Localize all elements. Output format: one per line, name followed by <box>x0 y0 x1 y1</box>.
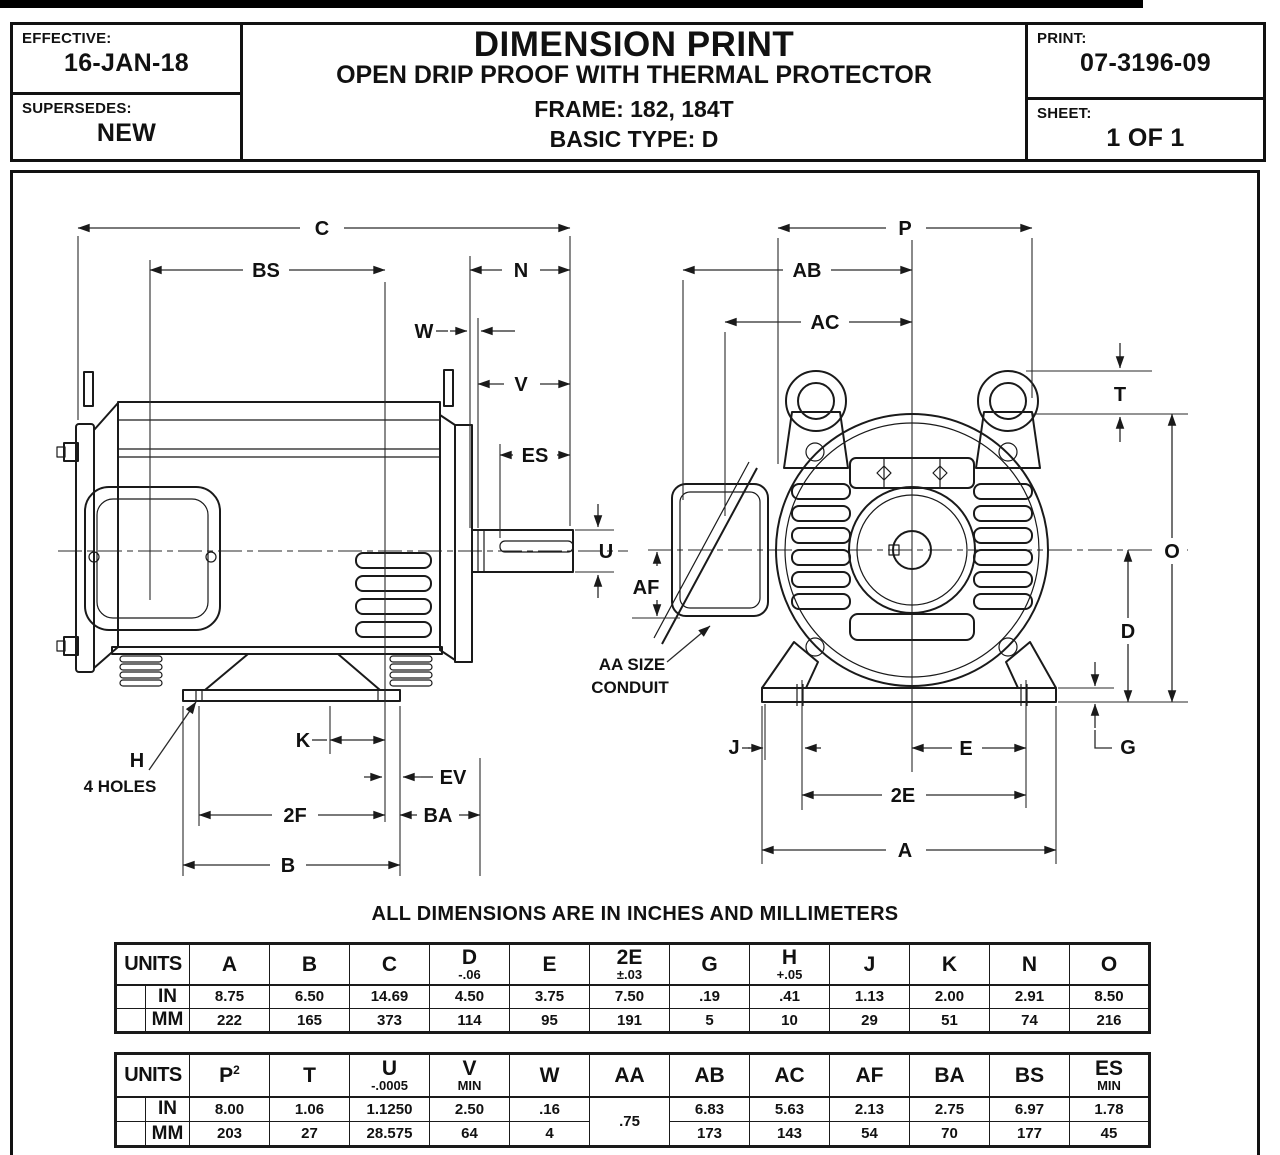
page-title: DIMENSION PRINT <box>473 25 795 64</box>
dim-label-ab: AB <box>792 260 822 282</box>
t1-mm-value: 165 <box>270 1009 350 1033</box>
t1-col-label: E <box>542 952 557 976</box>
dim-label-af: AF <box>632 577 660 599</box>
t1-in-value: 8.75 <box>190 985 270 1009</box>
dim-label-bs: BS <box>252 260 280 282</box>
conduit-label: CONDUIT <box>591 678 669 697</box>
t2-col-header <box>510 1054 590 1097</box>
dim-label-u: U <box>598 541 614 563</box>
t2-mm-value: 70 <box>910 1122 990 1147</box>
t2-mm-value: 4 <box>510 1122 590 1147</box>
sheet-cell <box>1028 100 1263 159</box>
t2-col-header <box>1070 1054 1150 1097</box>
title-block-right <box>1025 25 1263 159</box>
t2-in-value: 2.13 <box>830 1097 910 1122</box>
t1-col-header <box>1070 944 1150 985</box>
t1-col-header <box>990 944 1070 985</box>
t1-col-header <box>910 944 990 985</box>
dim-label-n: N <box>513 260 529 282</box>
supersedes-value: NEW <box>96 119 157 147</box>
t1-in-value: 4.50 <box>430 985 510 1009</box>
t2-mm-value: 173 <box>670 1122 750 1147</box>
t1-col-label: G <box>701 952 718 976</box>
dim-label-es: ES <box>521 445 549 467</box>
t1-in-label: IN <box>146 985 190 1009</box>
t1-mm-value: 222 <box>190 1009 270 1033</box>
supersedes-label: SUPERSEDES: <box>22 100 132 117</box>
top-black-bar <box>0 0 1143 8</box>
t1-col-label: K <box>941 952 958 976</box>
dim-label-a: A <box>897 840 913 862</box>
t2-col-label: AC <box>774 1063 805 1087</box>
t2-in-value: 1.78 <box>1070 1097 1150 1122</box>
t2-mm-value: 54 <box>830 1122 910 1147</box>
t2-mm-value: 203 <box>190 1122 270 1147</box>
dim-label-w: W <box>414 321 434 343</box>
dim-label-h: H <box>129 750 145 772</box>
t2-col-header <box>910 1054 990 1097</box>
dim-label-d: D <box>1120 621 1136 643</box>
dim-label-v: V <box>514 374 528 396</box>
t1-mm-value: 74 <box>990 1009 1070 1033</box>
front-view-dimensions <box>591 217 1188 864</box>
t2-col-label: T <box>303 1063 316 1087</box>
t1-mm-value: 95 <box>510 1009 590 1033</box>
dim-label-ba: BA <box>423 805 453 827</box>
t2-col-header <box>270 1054 350 1097</box>
t2-col-label: BA <box>934 1063 965 1087</box>
t2-col-header <box>430 1054 510 1097</box>
t1-mm-value: 114 <box>430 1009 510 1033</box>
t2-in-value: 8.00 <box>190 1097 270 1122</box>
t2-col-label: ES <box>1094 1056 1123 1080</box>
t2-in-value: 6.83 <box>670 1097 750 1122</box>
t2-col-label: AA <box>614 1063 645 1087</box>
sheet-label: SHEET: <box>1037 105 1092 122</box>
t2-col-sup: 2 <box>233 1063 240 1078</box>
t2-col-tol: MIN <box>1097 1077 1121 1093</box>
t2-units-header: UNITS <box>116 1054 190 1097</box>
basic-type-spec: BASIC TYPE: D <box>549 125 719 152</box>
t1-mm-label: MM <box>146 1009 190 1033</box>
dim-label-o: O <box>1164 541 1180 563</box>
dim-label-b: B <box>280 855 296 877</box>
t2-aa-merged-value: .75 <box>590 1097 670 1147</box>
t2-col-header <box>750 1054 830 1097</box>
t2-col-label: P <box>219 1064 234 1088</box>
dim-label-ac: AC <box>810 312 840 334</box>
t1-mm-value: 373 <box>350 1009 430 1033</box>
dimension-table-1 <box>114 942 1151 1034</box>
t1-mm-value: 29 <box>830 1009 910 1033</box>
t1-in-value: 2.91 <box>990 985 1070 1009</box>
dim-label-k: K <box>295 730 311 752</box>
dim-label-t: T <box>1113 384 1127 406</box>
page-subtitle: OPEN DRIP PROOF WITH THERMAL PROTECTOR <box>336 61 932 89</box>
t1-col-header <box>590 944 670 985</box>
t2-col-header <box>190 1054 270 1097</box>
t1-in-value: 2.00 <box>910 985 990 1009</box>
side-view-dimensions <box>78 217 614 877</box>
t2-in-label: IN <box>146 1097 190 1122</box>
front-view <box>648 240 1188 772</box>
dim-label-2e: 2E <box>890 785 916 807</box>
t1-col-label: N <box>1021 952 1038 976</box>
t2-col-header <box>590 1054 670 1097</box>
t2-col-label: V <box>462 1056 477 1080</box>
t2-mm-value: 27 <box>270 1122 350 1147</box>
t2-mm-value: 28.575 <box>350 1122 430 1147</box>
t1-col-label: J <box>863 952 876 976</box>
t1-col-label: H <box>781 945 798 969</box>
t1-mm-value: 10 <box>750 1009 830 1033</box>
print-value: 07-3196-09 <box>1080 49 1211 77</box>
t2-col-label: W <box>539 1063 560 1087</box>
t2-col-label: AF <box>855 1063 884 1087</box>
t1-units-header: UNITS <box>116 944 190 985</box>
t2-spacer <box>116 1097 146 1122</box>
t1-col-tol: ±.03 <box>616 966 643 982</box>
t1-col-tol: +.05 <box>776 966 803 982</box>
t1-mm-value: 51 <box>910 1009 990 1033</box>
t1-col-header <box>350 944 430 985</box>
t1-col-label: 2E <box>616 945 643 969</box>
t1-col-label: A <box>221 952 238 976</box>
t1-mm-value: 216 <box>1070 1009 1150 1033</box>
dim-label-ev: EV <box>439 767 467 789</box>
dim-label-2f: 2F <box>283 805 307 827</box>
t2-col-label: BS <box>1014 1063 1045 1087</box>
t2-mm-value: 45 <box>1070 1122 1150 1147</box>
t1-in-value: .19 <box>670 985 750 1009</box>
t2-in-value: 2.75 <box>910 1097 990 1122</box>
t2-mm-value: 177 <box>990 1122 1070 1147</box>
t1-in-value: 7.50 <box>590 985 670 1009</box>
dim-label-4holes: 4 HOLES <box>83 777 157 796</box>
t1-spacer <box>116 1009 146 1033</box>
t1-col-header <box>430 944 510 985</box>
dimension-table-2 <box>114 1052 1151 1148</box>
technical-drawing <box>10 173 1260 897</box>
t1-col-label: C <box>381 952 398 976</box>
frame-spec: FRAME: 182, 184T <box>534 95 734 122</box>
title-block <box>10 22 1266 162</box>
dimensions-note: ALL DIMENSIONS ARE IN INCHES AND MILLIMETERS <box>371 903 899 925</box>
dim-label-e: E <box>959 738 973 760</box>
t2-col-tol: -.0005 <box>371 1077 408 1093</box>
effective-value: 16-JAN-18 <box>64 49 189 77</box>
print-label: PRINT: <box>1037 30 1087 47</box>
t2-in-value: 6.97 <box>990 1097 1070 1122</box>
t2-mm-value: 64 <box>430 1122 510 1147</box>
t2-col-header <box>350 1054 430 1097</box>
t2-col-header <box>830 1054 910 1097</box>
t1-col-header <box>750 944 830 985</box>
t1-in-value: 3.75 <box>510 985 590 1009</box>
t1-col-header <box>670 944 750 985</box>
supersedes-cell <box>13 95 240 159</box>
dim-label-c: C <box>314 218 330 240</box>
side-view <box>57 370 628 701</box>
t2-col-label: AB <box>694 1063 725 1087</box>
t1-col-header <box>190 944 270 985</box>
t1-col-label: O <box>1100 952 1118 976</box>
t2-in-value: 2.50 <box>430 1097 510 1122</box>
t2-col-label: U <box>381 1056 398 1080</box>
t2-in-value: 1.06 <box>270 1097 350 1122</box>
t2-in-value: .16 <box>510 1097 590 1122</box>
t1-col-label: D <box>461 945 478 969</box>
t1-col-tol: -.06 <box>458 966 481 982</box>
aa-size-label: AA SIZE <box>598 655 666 674</box>
t1-col-label: B <box>301 952 318 976</box>
t1-col-header <box>510 944 590 985</box>
t1-in-value: 1.13 <box>830 985 910 1009</box>
title-block-center <box>243 25 1025 159</box>
t1-spacer <box>116 985 146 1009</box>
dim-label-g: G <box>1120 737 1136 759</box>
t2-spacer <box>116 1122 146 1147</box>
t1-in-value: .41 <box>750 985 830 1009</box>
effective-cell <box>13 25 240 95</box>
t2-in-value: 5.63 <box>750 1097 830 1122</box>
t2-col-header <box>670 1054 750 1097</box>
t1-in-value: 14.69 <box>350 985 430 1009</box>
print-cell <box>1028 25 1263 100</box>
t1-in-value: 6.50 <box>270 985 350 1009</box>
t2-mm-value: 143 <box>750 1122 830 1147</box>
t2-mm-label: MM <box>146 1122 190 1147</box>
t2-in-value: 1.1250 <box>350 1097 430 1122</box>
effective-label: EFFECTIVE: <box>22 30 112 47</box>
t1-col-header <box>830 944 910 985</box>
t1-mm-value: 191 <box>590 1009 670 1033</box>
sheet-value: 1 OF 1 <box>1106 124 1185 152</box>
t2-col-tol: MIN <box>457 1077 482 1093</box>
t1-mm-value: 5 <box>670 1009 750 1033</box>
title-block-left <box>13 25 243 159</box>
dim-label-p: P <box>898 218 912 240</box>
t1-in-value: 8.50 <box>1070 985 1150 1009</box>
t1-col-header <box>270 944 350 985</box>
dim-label-j: J <box>728 737 740 759</box>
t2-col-header <box>990 1054 1070 1097</box>
